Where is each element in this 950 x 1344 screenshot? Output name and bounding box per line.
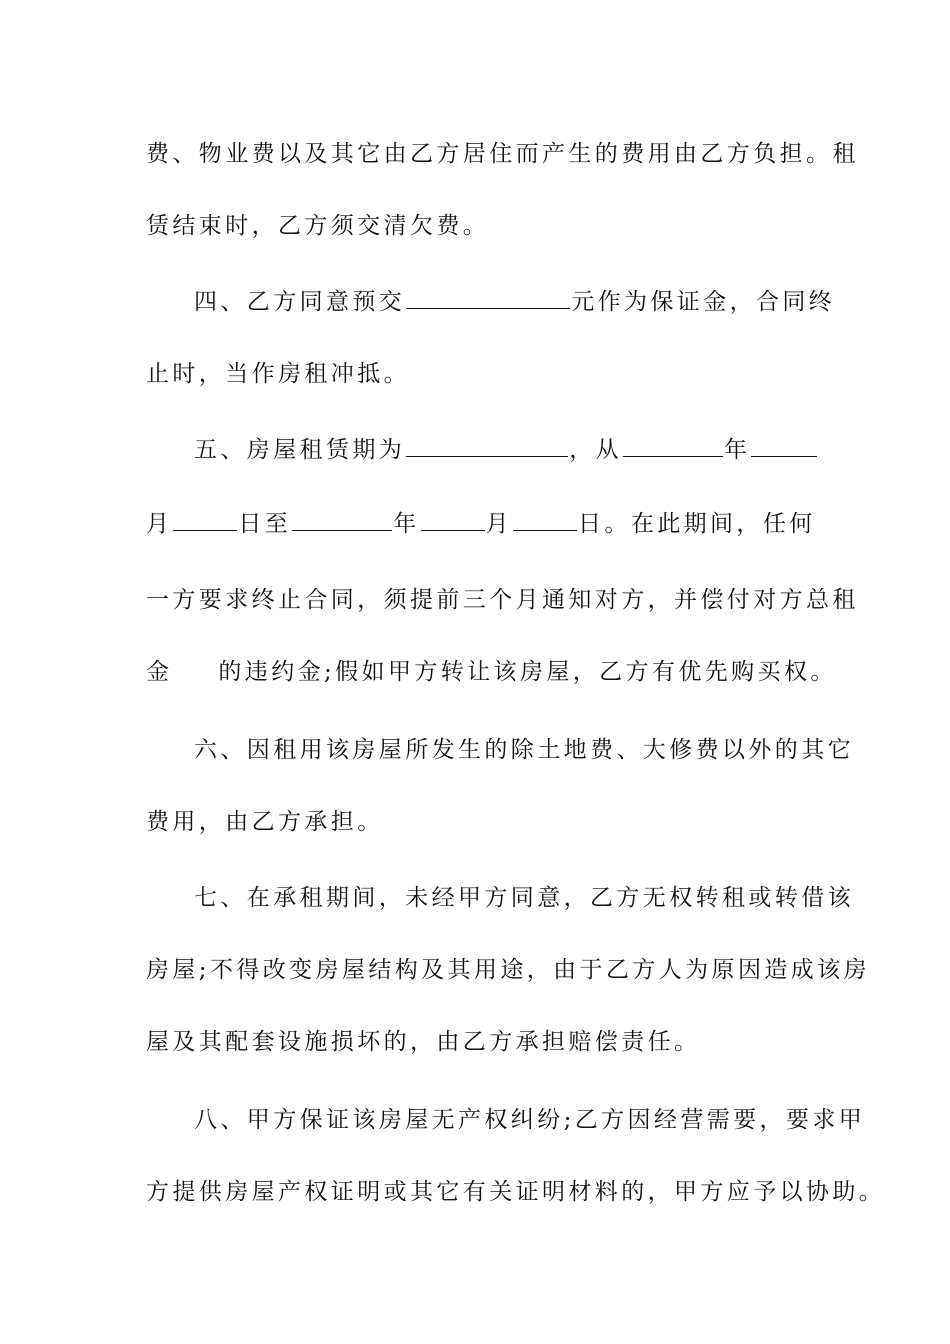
deposit-amount-blank[interactable]: [406, 290, 570, 309]
line-text: 月: [485, 511, 513, 537]
line-text: 一方要求终止合同，须提前三个月通知对方，并偿付对方总租: [146, 587, 859, 613]
paragraph-line: [146, 652, 837, 692]
line-text: 月: [146, 511, 173, 537]
line-text: 房屋;不得改变房屋结构及其用途，由于乙方人为原因造成该房: [146, 957, 870, 983]
paragraph-line: [194, 1100, 866, 1140]
line-text: 费用，由乙方承担。: [146, 809, 384, 835]
line-text: 费、物业费以及其它由乙方居住而产生的费用由乙方负担。租: [146, 141, 859, 167]
clause-5-date-line: [146, 504, 816, 544]
line-text: 方提供房屋产权证明或其它有关证明材料的，甲方应予以协助。: [146, 1179, 886, 1205]
line-text: 年: [724, 437, 751, 463]
end-month-blank[interactable]: [421, 512, 485, 531]
paragraph-line: [146, 1022, 816, 1062]
paragraph-line: [146, 354, 816, 394]
start-day-blank[interactable]: [173, 512, 237, 531]
paragraph-line: [146, 580, 859, 620]
paragraph-line: [146, 134, 859, 174]
start-year-blank[interactable]: [623, 438, 723, 457]
line-text: ，从: [569, 437, 623, 463]
line-text: 五、房屋租赁期为: [194, 437, 406, 463]
line-text: 止时，当作房租冲抵。: [146, 361, 410, 387]
start-month-blank[interactable]: [751, 438, 817, 457]
line-text: 八、甲方保证该房屋无产权纠纷;乙方因经营需要，要求甲: [194, 1107, 866, 1133]
line-text: 金: [146, 659, 173, 685]
line-text: 日至: [238, 511, 292, 537]
end-year-blank[interactable]: [292, 512, 392, 531]
clause-5-line: [194, 430, 816, 470]
line-text: 赁结束时，乙方须交清欠费。: [146, 213, 490, 239]
line-text: 的违约金;假如甲方转让该房屋，乙方有优先购买权。: [218, 659, 837, 685]
paragraph-line: [146, 1172, 886, 1212]
line-text: 七、在承租期间，未经甲方同意，乙方无权转租或转借该: [194, 885, 854, 911]
line-text: 六、因租用该房屋所发生的除土地费、大修费以外的其它: [194, 737, 854, 763]
line-text: 四、乙方同意预交: [194, 289, 406, 315]
paragraph-line: [146, 950, 870, 990]
line-text: 日。在此期间，任何: [578, 511, 816, 537]
clause-4-line: [194, 282, 836, 322]
paragraph-line: [146, 802, 816, 842]
lease-term-blank[interactable]: [406, 438, 568, 457]
line-text: 元作为保证金，合同终: [571, 289, 836, 315]
line-text: 年: [393, 511, 420, 537]
end-day-blank[interactable]: [513, 512, 577, 531]
paragraph-line: [194, 878, 854, 918]
paragraph-line: [146, 206, 816, 246]
paragraph-line: [194, 730, 854, 770]
line-text: 屋及其配套设施损坏的，由乙方承担赔偿责任。: [146, 1029, 701, 1055]
